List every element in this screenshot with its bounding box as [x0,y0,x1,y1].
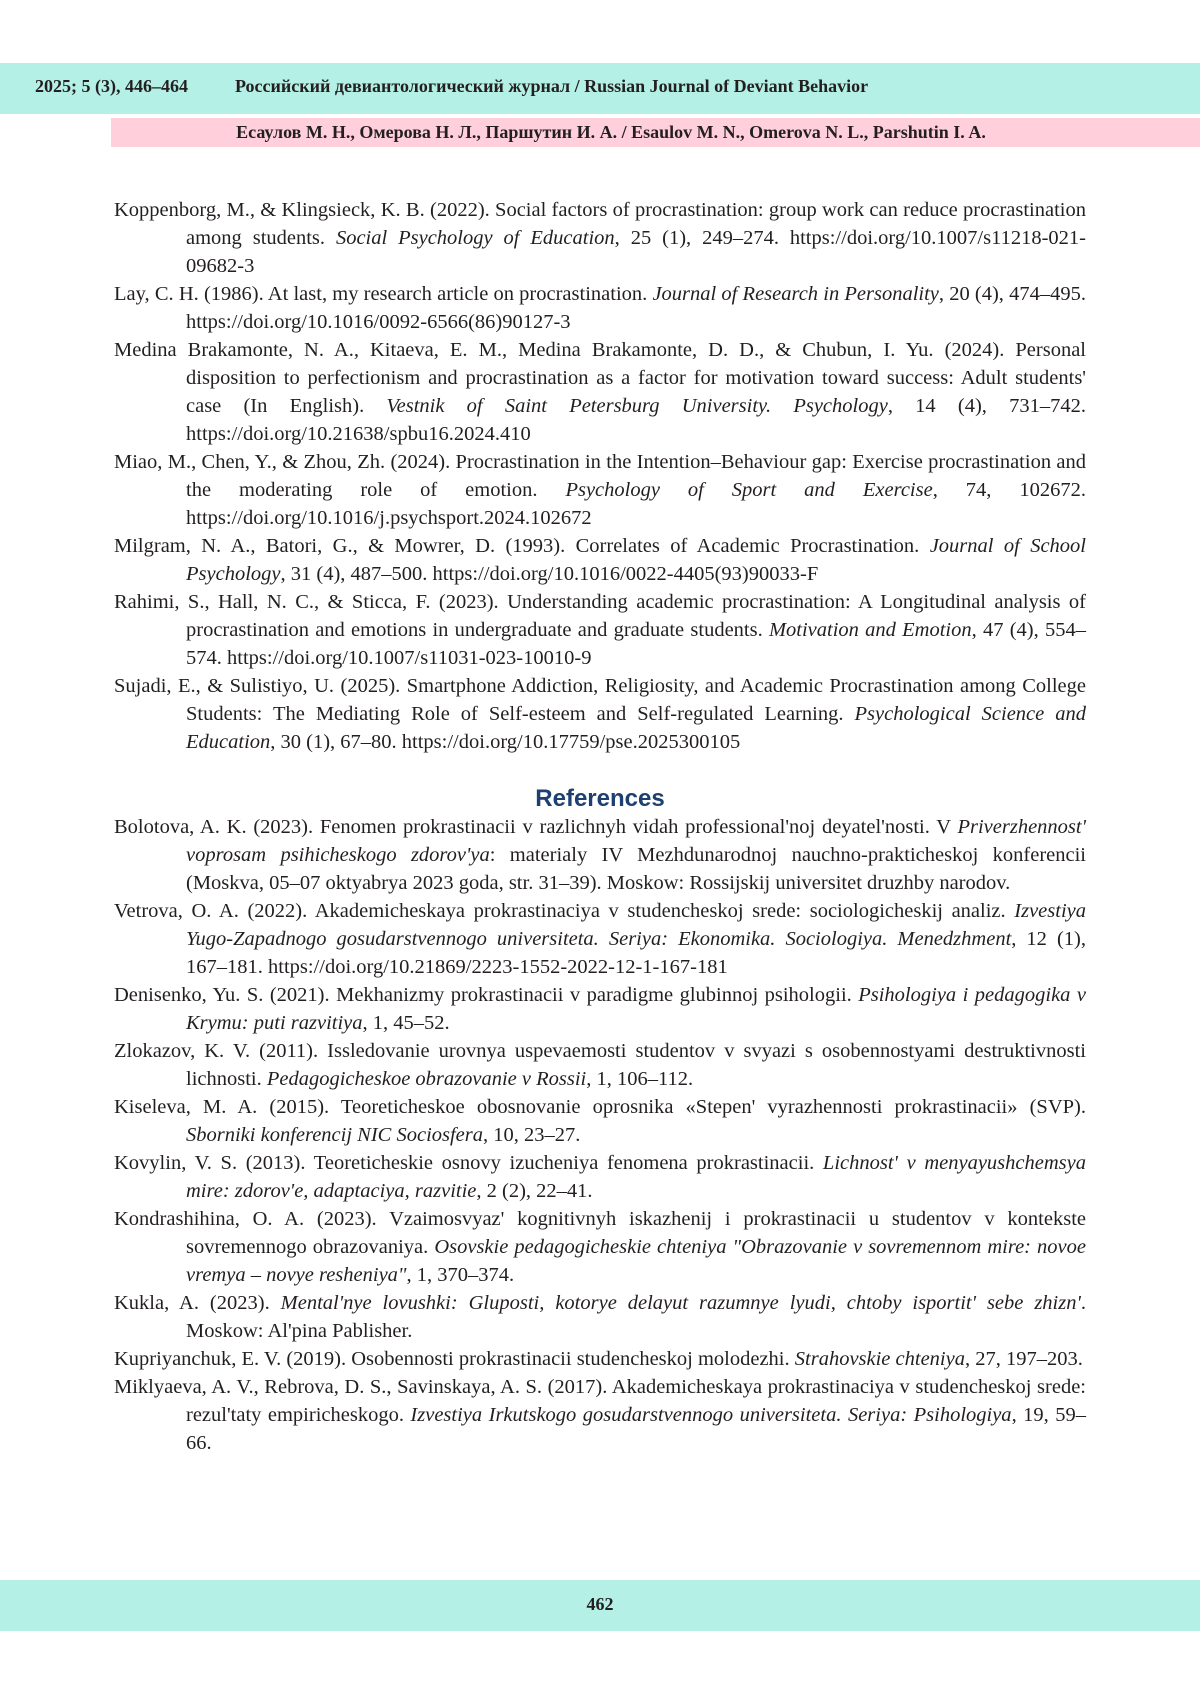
reference-item [114,1345,1086,1373]
reference-authors-title: Lay, C. H. (1986). At last, my research article on procrastination. [114,283,653,305]
reference-source: Social Psychology of Education [335,227,615,249]
reference-source: Izvestiya Yugo-Zapadnogo gosudarstvennogo universiteta. Seriya: Ekonomika. Sociologiya. Menedzhment [186,900,1086,950]
reference-authors-title: Koppenborg, M., & Klingsieck, K. B. (2022). Social factors of procrastination: group work can reduce procrastination among students. [114,199,1086,249]
reference-item [114,532,1086,588]
reference-source: Journal of School Psychology [186,535,1086,585]
reference-authors-title: Bolotova, A. K. (2023). Fenomen prokrastinacii v razlichnyh vidah professional'noj deyatel'nosti. V [114,816,958,838]
reference-authors-title: Milgram, N. A., Batori, G., & Mowrer, D. (1993). Correlates of Academic Procrastination. [114,535,930,557]
reference-item [114,813,1086,897]
reference-details: , 10, 23–27. [483,1124,581,1146]
reference-details: , 74, 102672. https://doi.org/10.1016/j.psychsport.2024.102672 [186,479,1086,529]
reference-source: Priverzhennost' voprosam psihicheskogo zdorov'ya [186,816,1086,866]
reference-details: , 30 (1), 67–80. https://doi.org/10.17759/pse.2025300105 [270,731,741,753]
reference-authors-title: Kondrashihina, O. A. (2023). Vzaimosvyaz' kognitivnyh iskazhenij i prokrastinacii u studentov v kontekste sovremennogo obrazovaniya. [114,1208,1086,1258]
reference-list-continued [114,196,1086,756]
reference-details: . Moskow: Al'pina Pablisher. [186,1292,1086,1342]
reference-authors-title: Miao, M., Chen, Y., & Zhou, Zh. (2024). Procrastination in the Intention–Behaviour gap: Exercise procrastination and the moderating role of emotion. [114,451,1086,501]
reference-authors-title: Zlokazov, K. V. (2011). Issledovanie urovnya uspevaemosti studentov v svyazi s osobennostyami destruktivnosti lichnosti. [114,1040,1086,1090]
reference-source: Lichnost' v menyayushchemsya mire: zdorov'e, adaptaciya, razvitie [186,1152,1086,1202]
reference-details: , 47 (4), 554–574. https://doi.org/10.1007/s11031-023-10010-9 [186,619,1086,669]
reference-item [114,1037,1086,1093]
reference-source: Vestnik of Saint Petersburg University. Psychology [386,395,888,417]
references-heading: References [535,785,665,812]
reference-item [114,196,1086,280]
running-authors: Есаулов М. Н., Омерова Н. Л., Паршутин И. А. / Esaulov M. N., Omerova N. L., Parshutin I. A. [236,122,986,142]
reference-details: , 20 (4), 474–495. https://doi.org/10.1016/0092-6566(86)90127-3 [186,283,1086,333]
reference-item [114,1373,1086,1457]
reference-details: , 19, 59–66. [186,1404,1087,1454]
reference-authors-title: Rahimi, S., Hall, N. C., & Sticca, F. (2023). Understanding academic procrastination: A Longitudinal analysis of procrastination and emotions in undergraduate and graduate students. [114,591,1086,641]
issue-info: 2025; 5 (3), 446–464 [35,76,188,96]
reference-authors-title: Kiseleva, M. A. (2015). Teoreticheskoe obosnovanie oprosnika «Stepen' vyrazhennosti prokrastinacii» (SVP). [114,1096,1086,1118]
reference-authors-title: Medina Brakamonte, N. A., Kitaeva, E. M., Medina Brakamonte, D. D., & Chubun, I. Yu. (2024). Personal disposition to perfectionism and procrastination as a factor for motivation toward success: Adult students' case (In English). [114,339,1086,417]
reference-authors-title: Sujadi, E., & Sulistiyo, U. (2025). Smartphone Addiction, Religiosity, and Academic Procrastination among College Students: The Mediating Role of Self-esteem and Self-regulated Learning. [114,675,1086,725]
page-number: 462 [586,1594,614,1614]
reference-item [114,897,1086,981]
reference-authors-title: Miklyaeva, A. V., Rebrova, D. S., Savinskaya, A. S. (2017). Akademicheskaya prokrastinaciya v studencheskoj srede: rezul'taty empiricheskogo. [114,1376,1086,1426]
reference-item [114,981,1086,1037]
reference-authors-title: Kukla, A. (2023). [114,1292,281,1314]
running-header [35,76,868,97]
reference-details: , 1, 106–112. [586,1068,694,1090]
reference-details: : materialy IV Mezhdunarodnoj nauchno-prakticheskoj konferencii (Moskva, 05–07 oktyabrya 2023 goda, str. 31–39). Moskow: Rossijskij universitet druzhby narodov. [186,844,1086,894]
reference-item [114,280,1086,336]
reference-item [114,672,1086,756]
reference-authors-title: Kupriyanchuk, E. V. (2019). Osobennosti prokrastinacii studencheskoj molodezhi. [114,1348,795,1370]
reference-details: , 25 (1), 249–274. https://doi.org/10.1007/s11218-021-09682-3 [186,227,1086,277]
reference-authors-title: Vetrova, O. A. (2022). Akademicheskaya prokrastinaciya v studencheskoj srede: sociologicheskij analiz. [114,900,1015,922]
reference-source: Izvestiya Irkutskogo gosudarstvennogo universiteta. Seriya: Psihologiya [410,1404,1012,1426]
reference-details: , 12 (1), 167–181. https://doi.org/10.21869/2223-1552-2022-12-1-167-181 [186,928,1086,978]
reference-details: , 27, 197–203. [964,1348,1083,1370]
reference-source: Journal of Research in Personality [652,283,939,305]
reference-details: , 2 (2), 22–41. [476,1180,593,1202]
reference-details: , 14 (4), 731–742. https://doi.org/10.21638/spbu16.2024.410 [186,395,1087,445]
reference-authors-title: Kovylin, V. S. (2013). Teoreticheskie osnovy izucheniya fenomena prokrastinacii. [114,1152,823,1174]
reference-source: Sborniki konferencij NIC Sociosfera [186,1124,484,1146]
reference-item [114,1093,1086,1149]
reference-details: , 31 (4), 487–500. https://doi.org/10.1016/0022-4405(93)90033-F [280,563,819,585]
reference-source: Mental'nye lovushki: Gluposti, kotorye delayut razumnye lyudi, chtoby isportit' sebe zhizn' [280,1292,1081,1314]
reference-item [114,1205,1086,1289]
journal-title: Российский девиантологический журнал / Russian Journal of Deviant Behavior [235,76,869,96]
reference-list-transliterated [114,813,1086,1457]
reference-item [114,1289,1086,1345]
reference-item [114,588,1086,672]
reference-source: Psihologiya i pedagogika v Krymu: puti razvitiya [186,984,1086,1034]
reference-details: , 1, 370–374. [406,1264,515,1286]
reference-source: Pedagogicheskoe obrazovanie v Rossii [266,1068,587,1090]
reference-item [114,1149,1086,1205]
reference-authors-title: Denisenko, Yu. S. (2021). Mekhanizmy prokrastinacii v paradigme glubinnoj psihologii. [114,984,859,1006]
reference-item [114,336,1086,448]
reference-source: Psychology of Sport and Exercise [565,479,933,501]
reference-source: Motivation and Emotion [768,619,972,641]
reference-item [114,448,1086,532]
reference-source: Strahovskie chteniya [794,1348,965,1370]
reference-source: Psychological Science and Education [186,703,1086,753]
reference-source: Osovskie pedagogicheskie chteniya "Obrazovanie v sovremennom mire: novoe vremya – novye resheniya" [186,1236,1086,1286]
reference-details: , 1, 45–52. [362,1012,450,1034]
